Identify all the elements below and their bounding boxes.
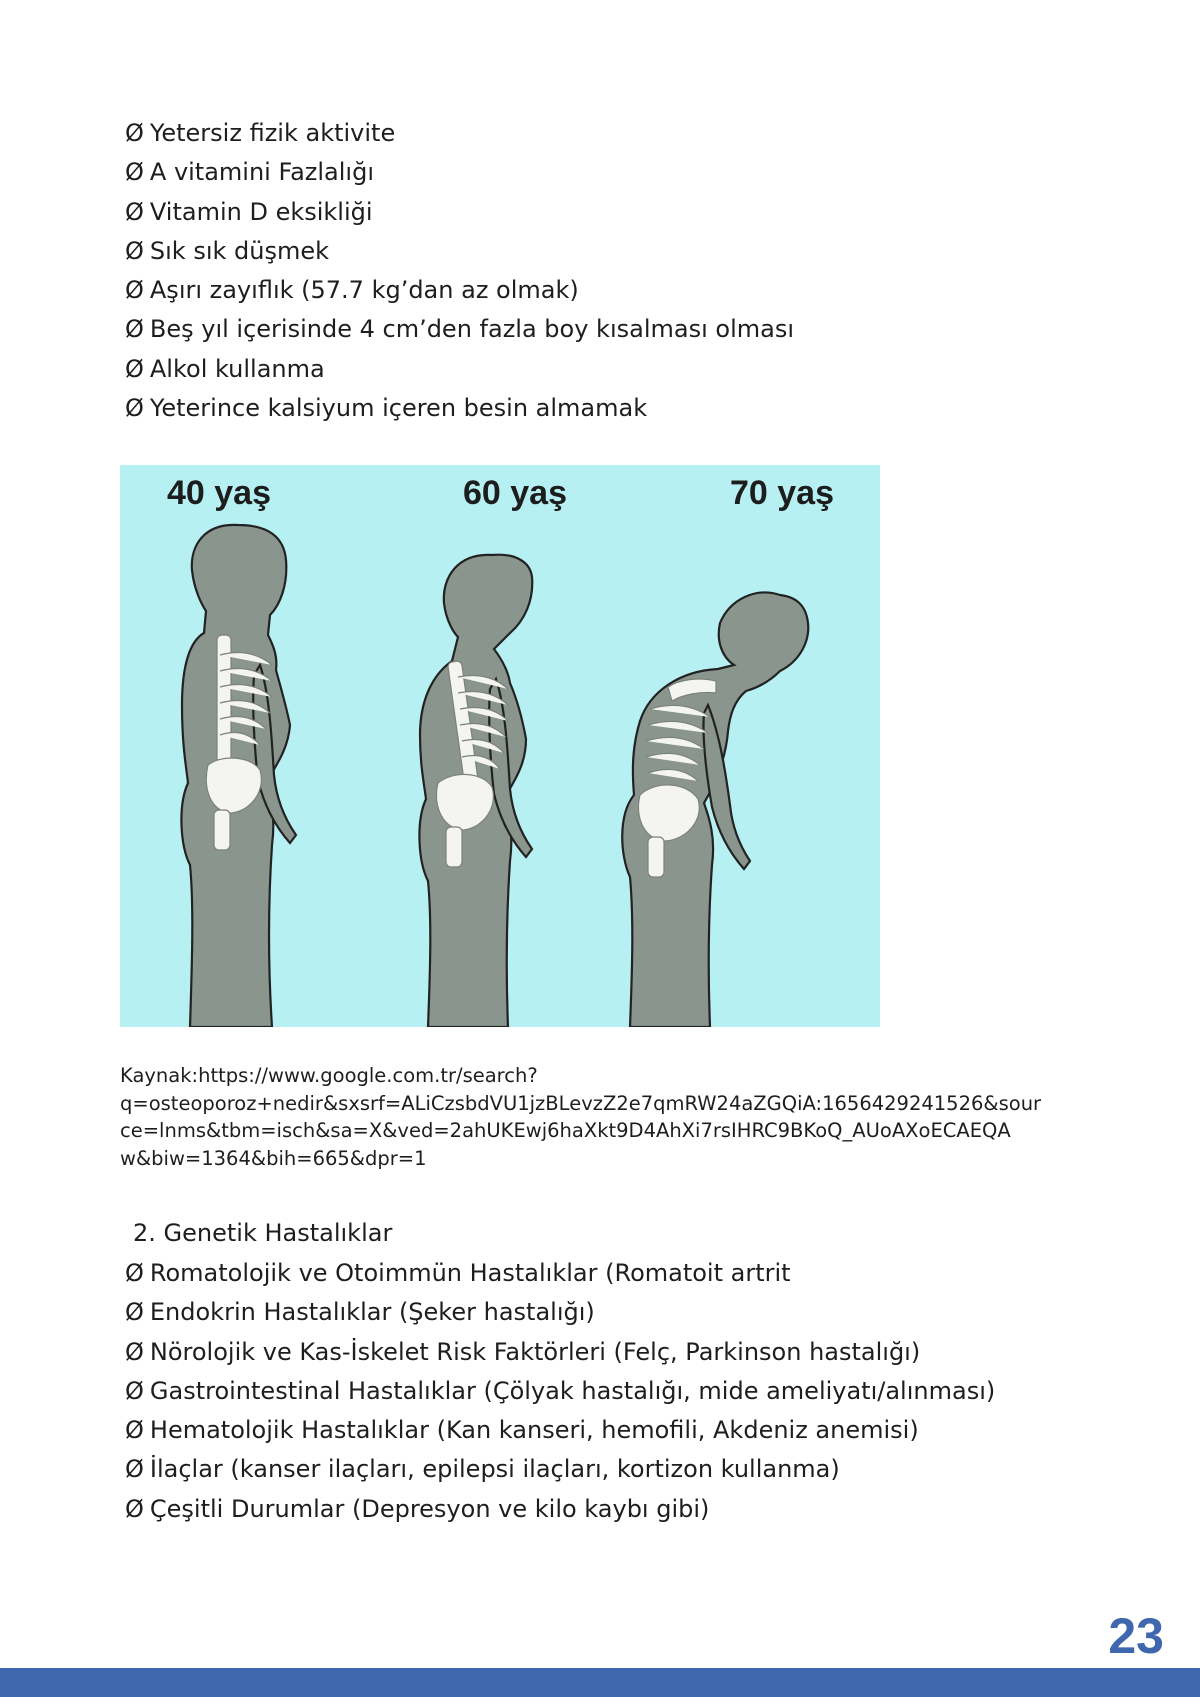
list-item-text: Beş yıl içerisinde 4 cm’den fazla boy kısalması olması <box>149 315 794 344</box>
list-item <box>125 389 794 428</box>
genetic-disease-list <box>125 1254 995 1529</box>
image-source-citation <box>120 1062 1042 1172</box>
list-item <box>125 114 794 153</box>
section-heading: 2. Genetik Hastalıklar <box>133 1219 393 1247</box>
posture-illustration <box>120 465 880 1027</box>
list-item <box>125 1490 995 1529</box>
source-line: ce=lnms&tbm=isch&sa=X&ved=2ahUKEwj6haXkt9D4AhXi7rsIHRC9BKoQ_AUoAXoECAEQA <box>120 1119 1011 1142</box>
list-item <box>125 1254 995 1293</box>
list-item-text: Çeşitli Durumlar (Depresyon ve kilo kaybı gibi) <box>149 1494 710 1523</box>
list-item-text: Gastrointestinal Hastalıklar (Çölyak hastalığı, mide ameliyatı/alınması) <box>149 1376 996 1405</box>
list-item <box>125 153 794 192</box>
age-label-70: 70 yaş <box>730 474 834 512</box>
list-item <box>125 232 794 271</box>
figure-slight-stoop-silhouette <box>419 555 532 1027</box>
list-item-text: Endokrin Hastalıklar (Şeker hastalığı) <box>149 1298 595 1327</box>
list-item-text: Romatolojik ve Otoimmün Hastalıklar (Romatoit artrit <box>149 1259 791 1287</box>
list-item <box>125 193 794 232</box>
list-item-text: Aşırı zayıflık (57.7 kg’dan az olmak) <box>149 276 579 305</box>
bullet-marker: Ø <box>125 1337 144 1366</box>
source-line: q=osteoporoz+nedir&sxsrf=ALiCzsbdVU1jzBLevzZ2e7qmRW24aZGQiA:1656429241526&sour <box>120 1091 1042 1115</box>
list-item-text: A vitamini Fazlalığı <box>149 158 374 187</box>
bullet-marker: Ø <box>125 315 144 344</box>
list-item <box>125 310 794 349</box>
bullet-marker: Ø <box>125 354 144 383</box>
bullet-marker: Ø <box>125 236 144 265</box>
list-item <box>125 1450 995 1489</box>
source-line: w&biw=1364&bih=665&dpr=1 <box>120 1146 427 1170</box>
bullet-marker: Ø <box>125 1259 144 1287</box>
age-label-60: 60 yaş <box>463 474 567 512</box>
list-item-text: Hematolojik Hastalıklar (Kan kanseri, hemofili, Akdeniz anemisi) <box>149 1416 919 1445</box>
age-label-40: 40 yaş <box>167 474 271 512</box>
list-item <box>125 1411 995 1450</box>
list-item-text: Alkol kullanma <box>149 354 325 383</box>
list-item <box>125 1293 995 1332</box>
page-number: 23 <box>1108 1608 1164 1664</box>
bullet-marker: Ø <box>125 1416 144 1445</box>
list-item <box>125 1372 995 1411</box>
bullet-marker: Ø <box>125 394 144 423</box>
figure-hunched-silhouette <box>622 593 808 1027</box>
source-line: Kaynak:https://www.google.com.tr/search? <box>120 1064 538 1087</box>
risk-factor-list <box>125 114 794 428</box>
list-item <box>125 350 794 389</box>
bullet-marker: Ø <box>125 1494 144 1523</box>
list-item-text: Sık sık düşmek <box>149 236 330 265</box>
bullet-marker: Ø <box>125 1455 144 1484</box>
list-item-text: Yeterince kalsiyum içeren besin almamak <box>149 394 648 423</box>
bullet-marker: Ø <box>125 1298 144 1327</box>
list-item <box>125 1333 995 1372</box>
list-item-text: Nörolojik ve Kas-İskelet Risk Faktörleri (Felç, Parkinson hastalığı) <box>149 1337 921 1366</box>
bullet-marker: Ø <box>125 276 144 305</box>
bullet-marker: Ø <box>125 197 144 226</box>
list-item-text: Yetersiz fizik aktivite <box>149 119 396 147</box>
posture-by-age-figure <box>120 465 880 1027</box>
list-item-text: İlaçlar (kanser ilaçları, epilepsi ilaçları, kortizon kullanma) <box>149 1455 840 1484</box>
bullet-marker: Ø <box>125 1376 144 1405</box>
footer-bar <box>0 1668 1200 1697</box>
bullet-marker: Ø <box>125 158 144 187</box>
figure-upright-silhouette <box>181 525 296 1027</box>
list-item-text: Vitamin D eksikliği <box>149 197 373 226</box>
list-item <box>125 271 794 310</box>
bullet-marker: Ø <box>125 119 144 147</box>
